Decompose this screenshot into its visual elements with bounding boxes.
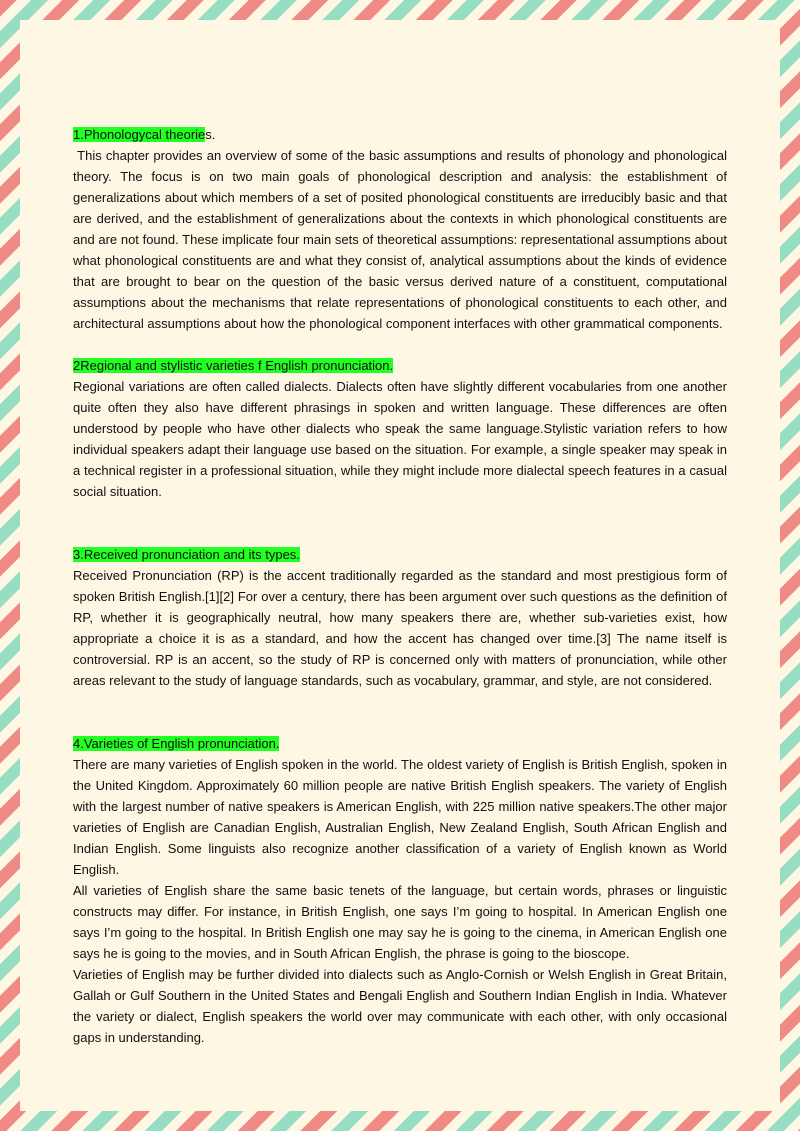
heading-highlight: 3.Received pronunciation and its types. <box>73 547 300 562</box>
section-1-paragraph: This chapter provides an overview of some of the basic assumptions and results of phonology and phonological theory. The focus is on two main goals of phonological description and analysis: the establishment of generalizations about which members of a set of posited phonological constituents are irreducibly basic and that are derived, and the establishment of generalizations about the contexts in which phonological constituents are and are not found. These implicate four main sets of theoretical assumptions: representational assumptions about what phonological constituents are and what they consist of, analytical assumptions about the kinds of evidence that are brought to bear on the question of the basic versus derived nature of a constituent, computational assumptions about the mechanisms that relate representations of phonological constituents to each other, and architectural assumptions about how the phonological component interfaces with other grammatical components. <box>73 148 731 331</box>
section-heading-3 <box>73 544 727 565</box>
heading-highlight: 4.Varieties of English pronunciation. <box>73 736 280 751</box>
section-heading-1 <box>73 124 727 145</box>
section-4-paragraph-1: There are many varieties of English spoken in the world. The oldest variety of English is British English, spoken in the United Kingdom. Approximately 60 million people are native British English speakers. The variety of English with the largest number of native speakers is American English, with 225 million native speakers.The other major varieties of English are Canadian English, Australian English, New Zealand English, South African English and Indian English. Some linguists also recognize another classification of a variety of English known as World English. <box>73 757 727 877</box>
section-3-paragraph: Received Pronunciation (RP) is the accent traditionally regarded as the standard and most prestigious form of spoken British English.[1][2] For over a century, there has been argument over such questions as the definition of RP, whether it is geographically neutral, how many speakers there are, whether sub-varieties exist, how appropriate a choice it is as a standard, and how the accent has changed over time.[3] The name itself is controversial. RP is an accent, so the study of RP is concerned only with matters of pronunciation, while other areas relevant to the study of language standards, such as vocabulary, grammar, and style, are not considered. <box>73 568 727 688</box>
section-heading-4 <box>73 733 727 754</box>
heading-highlight: 1.Phonologycal theorie <box>73 127 206 142</box>
section-4-paragraph-2: All varieties of English share the same basic tenets of the language, but certain words, phrases or linguistic constructs may differ. For instance, in British English, one says I’m going to hospital. In American English one says I’m going to the hospital. In British English one may say he is going to the cinema, in American English one says he is going to the movies, and in South African English, the phrase is going to the bioscope. <box>73 883 727 961</box>
heading-rest: s. <box>205 127 216 142</box>
heading-highlight: 2Regional and stylistic varieties f English pronunciation. <box>73 358 394 373</box>
spacer <box>73 334 727 355</box>
spacer <box>73 502 727 544</box>
section-2-paragraph: Regional variations are often called dialects. Dialects often have slightly different vocabularies from one another quite often they also have different phrasings in spoken and written language. These differences are often understood by people who have other dialects who speak the same language.Stylistic variation refers to how individual speakers adapt their language use based on the situation. For example, a single speaker may speak in a technical register in a professional situation, while they might include more dialectal speech features in a casual social situation. <box>73 379 727 499</box>
section-heading-2 <box>73 355 727 376</box>
section-4-paragraph-3: Varieties of English may be further divided into dialects such as Anglo-Cornish or Welsh English in Great Britain, Gallah or Gulf Southern in the United States and Bengali English and Southern Indian English in India. Whatever the variety or dialect, English speakers the world over may communicate with each other, with only occasional gaps in understanding. <box>73 967 727 1045</box>
page <box>20 20 780 1111</box>
document-body <box>73 124 731 1048</box>
spacer <box>73 691 727 733</box>
